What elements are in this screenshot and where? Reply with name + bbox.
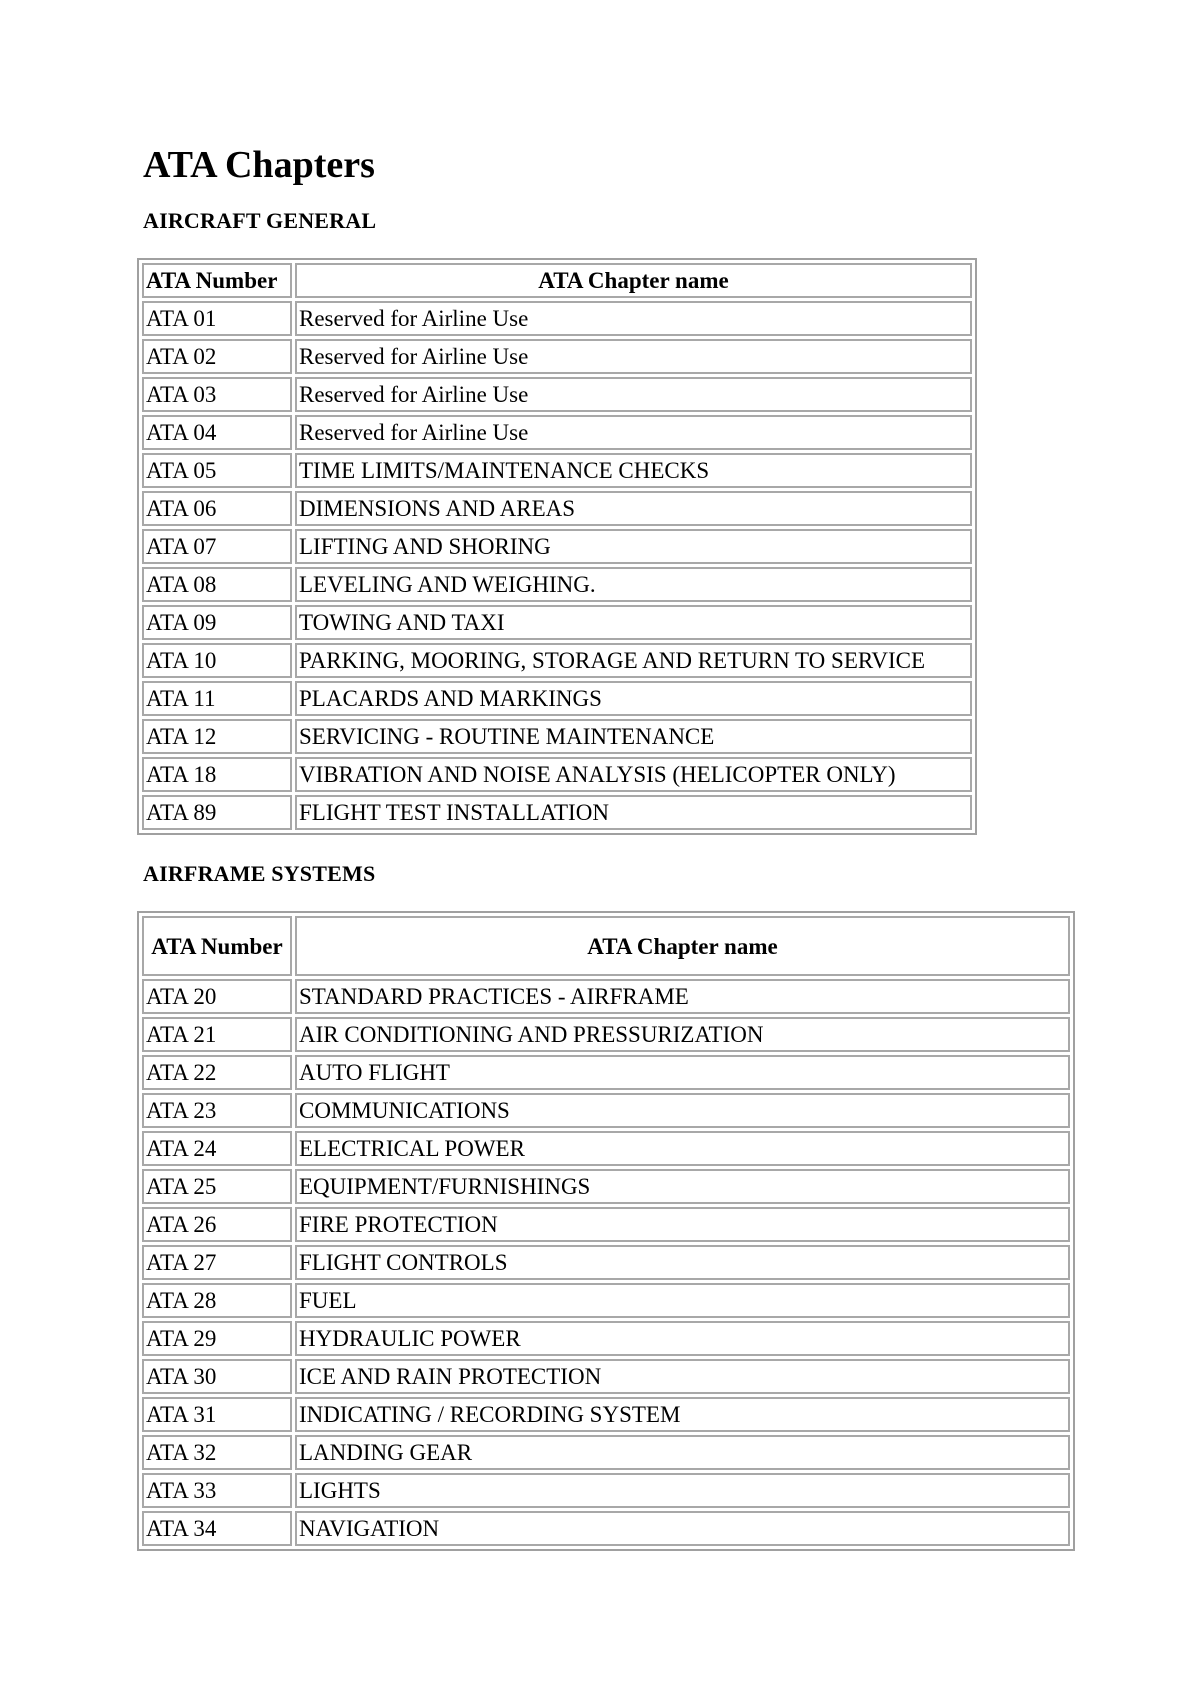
ata-number-cell: ATA 10 (142, 643, 292, 678)
ata-number-cell: ATA 26 (142, 1207, 292, 1242)
ata-number-cell: ATA 04 (142, 415, 292, 450)
ata-number-cell: ATA 28 (142, 1283, 292, 1318)
chapter-name-cell: Reserved for Airline Use (295, 415, 972, 450)
table-row (142, 605, 972, 640)
column-header-ata-number: ATA Number (142, 263, 292, 298)
ata-number-cell: ATA 24 (142, 1131, 292, 1166)
ata-number-cell: ATA 02 (142, 339, 292, 374)
ata-number-cell: ATA 89 (142, 795, 292, 830)
table-row (142, 1093, 1070, 1128)
chapter-name-cell: PARKING, MOORING, STORAGE AND RETURN TO SERVICE (295, 643, 972, 678)
ata-number-cell: ATA 25 (142, 1169, 292, 1204)
aircraft-general-table-body (142, 301, 972, 830)
chapter-name-cell: LEVELING AND WEIGHING. (295, 567, 972, 602)
page-title: ATA Chapters (143, 144, 375, 186)
ata-number-cell: ATA 29 (142, 1321, 292, 1356)
ata-number-cell: ATA 30 (142, 1359, 292, 1394)
table-row (142, 377, 972, 412)
ata-number-cell: ATA 22 (142, 1055, 292, 1090)
table-header-row (142, 263, 972, 298)
ata-number-cell: ATA 34 (142, 1511, 292, 1546)
table-row (142, 1359, 1070, 1394)
table-row (142, 1017, 1070, 1052)
chapter-name-cell: FUEL (295, 1283, 1070, 1318)
column-header-chapter-name: ATA Chapter name (295, 263, 972, 298)
chapter-name-cell: FLIGHT CONTROLS (295, 1245, 1070, 1280)
ata-number-cell: ATA 09 (142, 605, 292, 640)
table-row (142, 491, 972, 526)
ata-number-cell: ATA 05 (142, 453, 292, 488)
table-row (142, 1397, 1070, 1432)
chapter-name-cell: Reserved for Airline Use (295, 377, 972, 412)
chapter-name-cell: AUTO FLIGHT (295, 1055, 1070, 1090)
section-heading-airframe-systems: AIRFRAME SYSTEMS (143, 861, 376, 886)
table-row (142, 719, 972, 754)
ata-number-cell: ATA 33 (142, 1473, 292, 1508)
chapter-name-cell: PLACARDS AND MARKINGS (295, 681, 972, 716)
table-row (142, 979, 1070, 1014)
chapter-name-cell: LANDING GEAR (295, 1435, 1070, 1470)
chapter-name-cell: HYDRAULIC POWER (295, 1321, 1070, 1356)
chapter-name-cell: EQUIPMENT/FURNISHINGS (295, 1169, 1070, 1204)
ata-number-cell: ATA 01 (142, 301, 292, 336)
ata-number-cell: ATA 07 (142, 529, 292, 564)
chapter-name-cell: INDICATING / RECORDING SYSTEM (295, 1397, 1070, 1432)
table-row (142, 1511, 1070, 1546)
table-row (142, 453, 972, 488)
table-row (142, 1207, 1070, 1242)
table-row (142, 529, 972, 564)
table-row (142, 1131, 1070, 1166)
table-row (142, 1435, 1070, 1470)
chapter-name-cell: TIME LIMITS/MAINTENANCE CHECKS (295, 453, 972, 488)
table-row (142, 1245, 1070, 1280)
table-row (142, 795, 972, 830)
chapter-name-cell: VIBRATION AND NOISE ANALYSIS (HELICOPTER ONLY) (295, 757, 972, 792)
table-row (142, 1169, 1070, 1204)
ata-number-cell: ATA 20 (142, 979, 292, 1014)
table-row (142, 1321, 1070, 1356)
table-row (142, 681, 972, 716)
ata-number-cell: ATA 32 (142, 1435, 292, 1470)
ata-number-cell: ATA 08 (142, 567, 292, 602)
chapter-name-cell: LIGHTS (295, 1473, 1070, 1508)
table-row (142, 415, 972, 450)
ata-number-cell: ATA 23 (142, 1093, 292, 1128)
chapter-name-cell: Reserved for Airline Use (295, 301, 972, 336)
table-row (142, 1473, 1070, 1508)
chapter-name-cell: SERVICING - ROUTINE MAINTENANCE (295, 719, 972, 754)
table-row (142, 567, 972, 602)
section-heading-aircraft-general: AIRCRAFT GENERAL (143, 208, 377, 233)
chapter-name-cell: STANDARD PRACTICES - AIRFRAME (295, 979, 1070, 1014)
table-row (142, 1283, 1070, 1318)
chapter-name-cell: COMMUNICATIONS (295, 1093, 1070, 1128)
ata-number-cell: ATA 18 (142, 757, 292, 792)
chapter-name-cell: FIRE PROTECTION (295, 1207, 1070, 1242)
table-row (142, 301, 972, 336)
chapter-name-cell: TOWING AND TAXI (295, 605, 972, 640)
aircraft-general-table (137, 258, 977, 835)
ata-number-cell: ATA 27 (142, 1245, 292, 1280)
table-row (142, 643, 972, 678)
ata-number-cell: ATA 06 (142, 491, 292, 526)
chapter-name-cell: FLIGHT TEST INSTALLATION (295, 795, 972, 830)
airframe-systems-table-body (142, 979, 1070, 1546)
ata-number-cell: ATA 03 (142, 377, 292, 412)
chapter-name-cell: Reserved for Airline Use (295, 339, 972, 374)
chapter-name-cell: ICE AND RAIN PROTECTION (295, 1359, 1070, 1394)
chapter-name-cell: AIR CONDITIONING AND PRESSURIZATION (295, 1017, 1070, 1052)
chapter-name-cell: NAVIGATION (295, 1511, 1070, 1546)
chapter-name-cell: ELECTRICAL POWER (295, 1131, 1070, 1166)
table-row (142, 1055, 1070, 1090)
column-header-ata-number: ATA Number (142, 916, 292, 976)
table-row (142, 757, 972, 792)
chapter-name-cell: DIMENSIONS AND AREAS (295, 491, 972, 526)
chapter-name-cell: LIFTING AND SHORING (295, 529, 972, 564)
ata-number-cell: ATA 31 (142, 1397, 292, 1432)
ata-number-cell: ATA 21 (142, 1017, 292, 1052)
document-page (143, 142, 1075, 1551)
table-row (142, 339, 972, 374)
column-header-chapter-name: ATA Chapter name (295, 916, 1070, 976)
ata-number-cell: ATA 12 (142, 719, 292, 754)
ata-number-cell: ATA 11 (142, 681, 292, 716)
table-header-row (142, 916, 1070, 976)
airframe-systems-table (137, 911, 1075, 1551)
